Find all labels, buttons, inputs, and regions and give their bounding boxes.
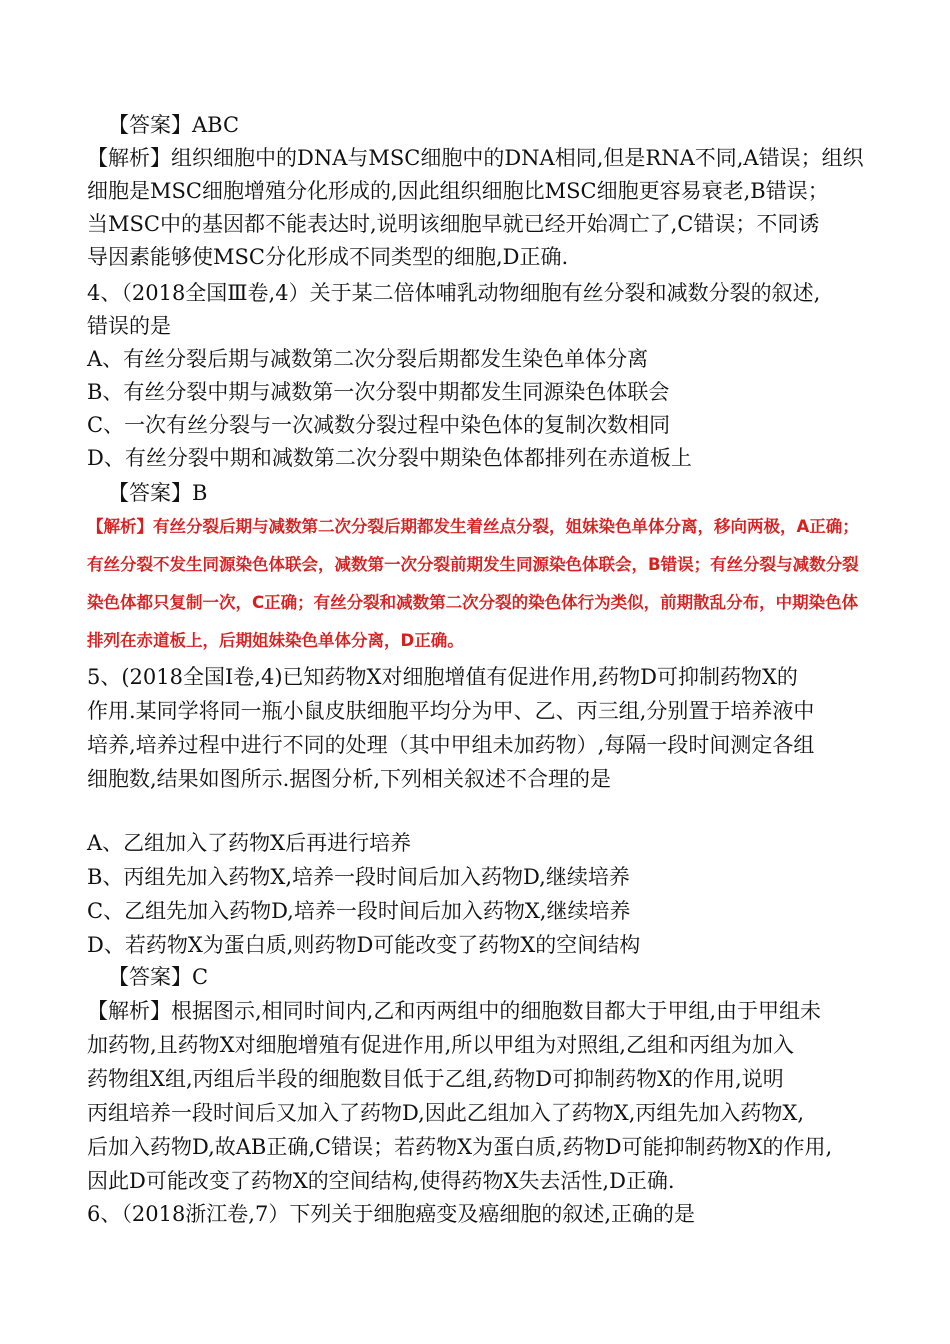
q5-option-b: B、丙组先加入药物X,培养一段时间后加入药物D,继续培养 bbox=[87, 865, 630, 889]
q3-analysis-line: 当MSC中的基因都不能表达时,说明该细胞早就已经开始凋亡了,C错误；不同诱 bbox=[87, 212, 820, 236]
q5-stem-line: 5、(2018全国Ⅰ卷,4)已知药物X对细胞增值有促进作用,药物D可抑制药物X的 bbox=[87, 665, 798, 689]
q4-stem-line: 错误的是 bbox=[87, 314, 171, 338]
q5-answer: 【答案】C bbox=[108, 965, 209, 989]
q5-option-a: A、乙组加入了药物X后再进行培养 bbox=[87, 831, 412, 855]
q4-analysis-line: 排列在赤道板上，后期姐妹染色单体分离，D正确。 bbox=[87, 631, 464, 650]
q5-stem-line: 培养,培养过程中进行不同的处理（其中甲组未加药物）,每隔一段时间测定各组 bbox=[87, 733, 815, 757]
q5-analysis-line: 后加入药物D,故AB正确,C错误；若药物X为蛋白质,药物D可能抑制药物X的作用, bbox=[87, 1135, 833, 1159]
q5-analysis-line: 丙组培养一段时间后又加入了药物D,因此乙组加入了药物X,丙组先加入药物X, bbox=[87, 1101, 805, 1125]
q4-option-c: C、一次有丝分裂与一次减数分裂过程中染色体的复制次数相同 bbox=[87, 413, 671, 437]
q3-analysis-line: 【解析】组织细胞中的DNA与MSC细胞中的DNA相同,但是RNA不同,A错误；组织 bbox=[87, 146, 864, 170]
q5-analysis-line: 【解析】根据图示,相同时间内,乙和丙两组中的细胞数目都大于甲组,由于甲组未 bbox=[87, 999, 822, 1023]
q4-option-b: B、有丝分裂中期与减数第一次分裂中期都发生同源染色体联会 bbox=[87, 380, 670, 404]
q3-analysis-line: 导因素能够使MSC分化形成不同类型的细胞,D正确. bbox=[87, 245, 569, 269]
q4-stem-line: 4、（2018全国Ⅲ卷,4）关于某二倍体哺乳动物细胞有丝分裂和减数分裂的叙述, bbox=[87, 281, 821, 305]
q4-analysis-line: 【解析】有丝分裂后期与减数第二次分裂后期都发生着丝点分裂，姐妹染色单体分离，移向两极，A正确； bbox=[87, 517, 859, 536]
q3-answer: 【答案】ABC bbox=[108, 113, 240, 137]
q5-analysis-line: 加药物,且药物X对细胞增殖有促进作用,所以甲组为对照组,乙组和丙组为加入 bbox=[87, 1033, 794, 1057]
q4-option-d: D、有丝分裂中期和减数第二次分裂中期染色体都排列在赤道板上 bbox=[87, 446, 692, 470]
q4-analysis-line: 染色体都只复制一次，C正确；有丝分裂和减数第二次分裂的染色体行为类似，前期散乱分布，中期染色体 bbox=[87, 593, 859, 612]
q3-analysis-line: 细胞是MSC细胞增殖分化形成的,因此组织细胞比MSC细胞更容易衰老,B错误； bbox=[87, 179, 829, 203]
q5-option-d: D、若药物X为蛋白质,则药物D可能改变了药物X的空间结构 bbox=[87, 933, 641, 957]
q5-option-c: C、乙组先加入药物D,培养一段时间后加入药物X,继续培养 bbox=[87, 899, 631, 923]
q5-analysis-line: 药物组X组,丙组后半段的细胞数目低于乙组,药物D可抑制药物X的作用,说明 bbox=[87, 1067, 784, 1091]
q4-answer: 【答案】B bbox=[108, 481, 208, 505]
q6-stem-line: 6、（2018浙江卷,7）下列关于细胞癌变及癌细胞的叙述,正确的是 bbox=[87, 1202, 696, 1226]
q4-analysis-line: 有丝分裂不发生同源染色体联会，减数第一次分裂前期发生同源染色体联会，B错误；有丝分裂与减数分裂 bbox=[87, 555, 859, 574]
q5-stem-line: 作用.某同学将同一瓶小鼠皮肤细胞平均分为甲、乙、丙三组,分别置于培养液中 bbox=[87, 699, 815, 723]
q5-analysis-line: 因此D可能改变了药物X的空间结构,使得药物X失去活性,D正确. bbox=[87, 1169, 675, 1193]
q4-option-a: A、有丝分裂后期与减数第二次分裂后期都发生染色单体分离 bbox=[87, 347, 649, 371]
q5-stem-line: 细胞数,结果如图所示.据图分析,下列相关叙述不合理的是 bbox=[87, 767, 612, 791]
